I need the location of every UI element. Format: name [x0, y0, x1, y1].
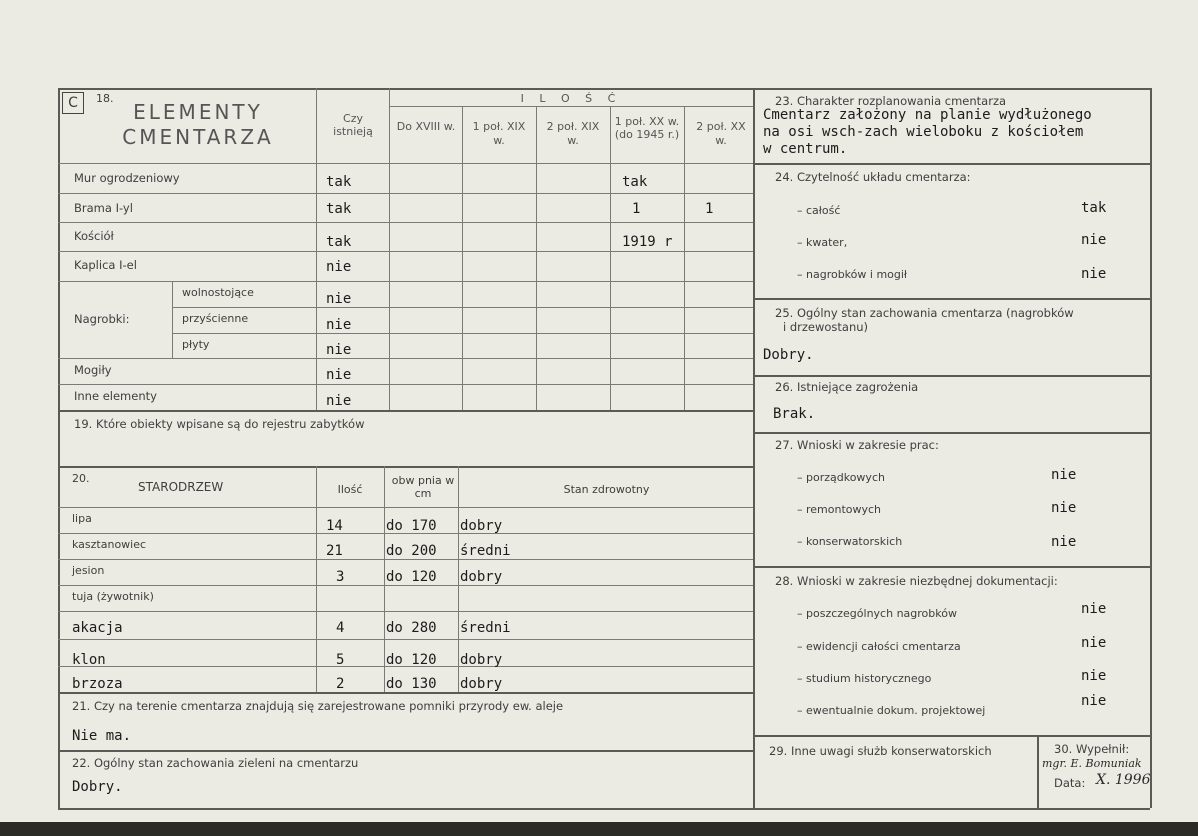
s27-label: 27. Wnioski w zakresie prac: — [775, 438, 939, 452]
frame-top — [58, 88, 1150, 90]
s29-label: 29. Inne uwagi służb konserwatorskich — [769, 744, 992, 758]
s19-label: 19. Które obiekty wpisane są do rejestru zabytków — [74, 417, 365, 431]
s24-item-label: – kwater, — [797, 236, 848, 249]
s20-tree-name-typed: brzoza — [72, 676, 123, 692]
s18-title-line2: CMENTARZA — [122, 125, 274, 149]
s21-label: 21. Czy na terenie cmentarza znajdują się zarejestrowane pomniki przyrody ew. aleje — [72, 699, 564, 713]
s18-period-2: 2 poł. XIX w. — [546, 120, 600, 147]
s18-col-sep-3 — [462, 106, 463, 410]
s20-tree-count: 14 — [326, 518, 343, 534]
s30-date-label: Data: — [1054, 776, 1086, 790]
s20-tree-girth: do 120 — [386, 652, 437, 668]
s18-row-exists: nie — [326, 259, 352, 275]
s20-tree-count: 5 — [336, 652, 345, 668]
s25-label-1: 25. Ogólny stan zachowania cmentarza (nagrobków — [775, 306, 1074, 320]
frame-right — [1150, 88, 1152, 808]
s20-tree-name: kasztanowiec — [72, 538, 147, 551]
s22-label: 22. Ogólny stan zachowania zieleni na cmentarzu — [72, 756, 359, 770]
s28-item-value: nie — [1081, 601, 1107, 617]
s20-col-sep-1 — [316, 466, 317, 692]
s27-item-label: – porządkowych — [797, 471, 885, 484]
s18-row-line — [58, 222, 753, 223]
s18-row-line — [172, 307, 753, 308]
s20-tree-name: jesion — [72, 564, 105, 577]
s24-item-value: nie — [1081, 266, 1107, 282]
s20-tree-girth: do 200 — [386, 543, 437, 559]
s18-row-exists: tak — [326, 234, 352, 250]
s18-title-line1: ELEMENTY — [133, 100, 263, 124]
s27-item-label: – konserwatorskich — [797, 535, 903, 548]
s20-col-sep-3 — [458, 466, 459, 692]
s18-row-p5: 1 — [705, 201, 714, 217]
s18-number: 18. — [96, 92, 114, 105]
s18-nagrobki-sep — [172, 281, 173, 358]
s20-tree-health: średni — [460, 543, 511, 559]
s25-bottom — [753, 375, 1150, 377]
s20-tree-count: 2 — [336, 676, 345, 692]
s19-bottom — [58, 466, 753, 468]
s18-bottom — [58, 410, 753, 412]
s20-tree-count: 21 — [326, 543, 343, 559]
s18-col-sep-1 — [316, 88, 317, 410]
s18-row-exists: tak — [326, 174, 352, 190]
s18-nagrobki-exists: nie — [326, 342, 352, 358]
s18-row-line — [58, 384, 753, 385]
s27-item-value: nie — [1051, 467, 1077, 483]
s26-bottom — [753, 432, 1150, 434]
s20-tree-girth: do 120 — [386, 569, 437, 585]
s28-item-value: nie — [1081, 635, 1107, 651]
s26-label: 26. Istniejące zagrożenia — [775, 380, 919, 394]
s18-row-label: Kaplica I-el — [74, 258, 137, 272]
s18-row-p4: 1919 r — [622, 234, 673, 250]
s28-item-label: – ewidencji całości cmentarza — [797, 640, 961, 653]
s18-row-label: Brama I-yl — [74, 201, 133, 215]
s20-row-line — [58, 559, 753, 560]
s18-col-sep-4 — [536, 106, 537, 410]
s18-row-line — [58, 251, 753, 252]
s18-row-label: Kościół — [74, 229, 114, 243]
s26-value: Brak. — [773, 406, 816, 422]
s18-row-label: Mogiły — [74, 363, 112, 377]
s24-item-value: nie — [1081, 232, 1107, 248]
s18-period-3: 1 poł. XX w. (do 1945 r.) — [614, 115, 680, 141]
s18-col-exists-header: Czy istnieją — [333, 112, 373, 138]
s20-row-line — [58, 585, 753, 586]
s20-tree-health: dobry — [460, 569, 503, 585]
s27-item-label: – remontowych — [797, 503, 882, 516]
s23-bottom — [753, 163, 1150, 165]
s20-col-health: Stan zdrowotny — [563, 483, 650, 496]
s25-value: Dobry. — [763, 347, 814, 363]
s28-label: 28. Wnioski w zakresie niezbędnej dokumentacji: — [775, 574, 1058, 588]
s20-tree-girth: do 170 — [386, 518, 437, 534]
s18-row-p4: tak — [622, 174, 648, 190]
s18-nagrobki-type: wolnostojące — [182, 286, 254, 299]
s20-header-bottom — [58, 507, 753, 508]
s20-col-sep-2 — [384, 466, 385, 692]
s20-tree-girth: do 130 — [386, 676, 437, 692]
s23-line2: na osi wsch-zach wieloboku z kościołem — [763, 124, 1084, 140]
s18-row-p4: 1 — [632, 201, 641, 217]
s18-row-label: Mur ogrodzeniowy — [74, 171, 180, 185]
s20-number: 20. — [72, 472, 90, 485]
frame-left — [58, 88, 60, 808]
s20-tree-health: dobry — [460, 652, 503, 668]
s28-item-value: nie — [1081, 693, 1107, 709]
s24-bottom — [753, 298, 1150, 300]
s20-tree-count: 4 — [336, 620, 345, 636]
s18-header-bottom — [58, 163, 753, 164]
s18-nagrobki-exists: nie — [326, 317, 352, 333]
s30-date: X. 1996 — [1096, 772, 1151, 788]
s18-row-exists: nie — [326, 367, 352, 383]
s18-ilosc-line — [389, 106, 753, 107]
s18-col-sep-5 — [610, 106, 611, 410]
s18-row-line — [58, 281, 753, 282]
s23-label: 23. Charakter rozplanowania cmentarza — [775, 94, 1007, 108]
s18-row-line — [58, 193, 753, 194]
s28-bottom — [753, 735, 1150, 737]
s20-row-line — [58, 611, 753, 612]
s20-tree-girth: do 280 — [386, 620, 437, 636]
s18-period-0: Do XVIII w. — [396, 120, 456, 133]
s21-bottom — [58, 750, 753, 752]
s18-row-label: Inne elementy — [74, 389, 157, 403]
s20-tree-health: średni — [460, 620, 511, 636]
s20-tree-health: dobry — [460, 518, 503, 534]
s27-item-value: nie — [1051, 500, 1077, 516]
s22-value: Dobry. — [72, 779, 123, 795]
s23-line3: w centrum. — [763, 141, 848, 157]
s24-item-label: – nagrobków i mogił — [797, 268, 908, 281]
s28-item-label: – poszczególnych nagrobków — [797, 607, 957, 620]
s30-label: 30. Wypełnił: — [1054, 742, 1130, 756]
s29-s30-sep — [1037, 735, 1039, 808]
s23-line1: Cmentarz założony na planie wydłużonego — [763, 107, 1092, 123]
s18-period-1: 1 poł. XIX w. — [472, 120, 526, 147]
s20-col-count: Ilość — [337, 483, 363, 496]
s18-col-sep-6 — [684, 106, 685, 410]
s20-title: STARODRZEW — [138, 480, 224, 494]
s28-item-label: – studium historycznego — [797, 672, 932, 685]
s20-bottom — [58, 692, 753, 694]
s24-label: 24. Czytelność układu cmentarza: — [775, 170, 971, 184]
frame-middle — [753, 88, 755, 808]
s27-item-value: nie — [1051, 534, 1077, 550]
s18-col-sep-2 — [389, 88, 390, 410]
s18-row-line — [172, 333, 753, 334]
frame-bottom — [58, 808, 1150, 810]
s18-nagrobki-type: przyścienne — [182, 312, 249, 325]
s24-item-label: – całość — [797, 204, 841, 217]
s28-item-value: nie — [1081, 668, 1107, 684]
s20-tree-count: 3 — [336, 569, 345, 585]
s30-signature: mgr. E. Bomuniak — [1042, 757, 1142, 770]
s21-value: Nie ma. — [72, 728, 132, 744]
s28-item-label: – ewentualnie dokum. projektowej — [797, 704, 986, 717]
s18-period-4: 2 poł. XX w. — [696, 120, 746, 147]
s20-tree-name: lipa — [72, 512, 92, 525]
s20-tree-name: tuja (żywotnik) — [72, 590, 154, 603]
s27-bottom — [753, 566, 1150, 568]
s25-label-2: i drzewostanu) — [783, 320, 869, 334]
s18-row-exists: nie — [326, 393, 352, 409]
s18-nagrobki-type: płyty — [182, 338, 210, 351]
s20-col-girth: obw pnia w cm — [391, 474, 455, 500]
s18-row-exists: tak — [326, 201, 352, 217]
s18-nagrobki-label: Nagrobki: — [74, 312, 130, 326]
section-letter-box: C — [62, 92, 84, 114]
s20-row-line — [58, 639, 753, 640]
s20-tree-health: dobry — [460, 676, 503, 692]
s18-nagrobki-exists: nie — [326, 291, 352, 307]
s20-tree-name-typed: akacja — [72, 620, 123, 636]
s20-tree-name-typed: klon — [72, 652, 106, 668]
s24-item-value: tak — [1081, 200, 1107, 216]
s18-row-line — [58, 358, 753, 359]
s18-ilosc-header: I L O Ś Ć — [520, 92, 622, 105]
